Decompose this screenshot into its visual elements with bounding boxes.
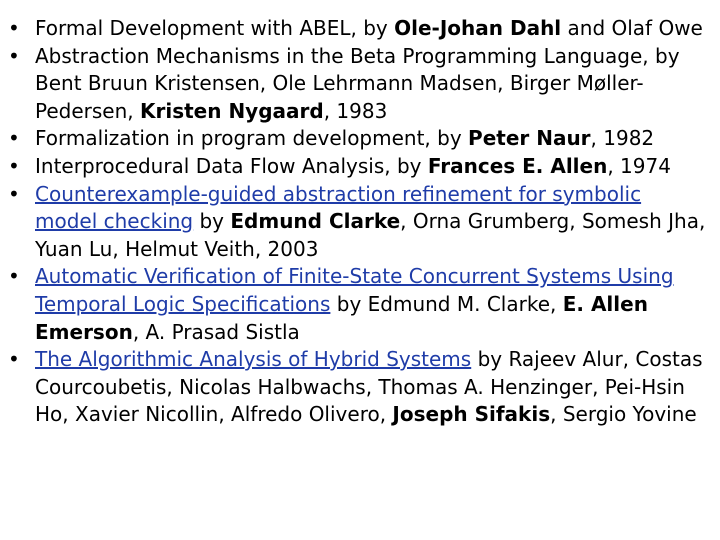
reference-text-segment: , A. Prasad Sistla: [132, 319, 300, 344]
reference-text-segment: by: [193, 209, 231, 234]
reference-text-segment: and Olaf Owe: [561, 16, 703, 40]
reference-text-segment: , 1974: [607, 153, 671, 178]
author-name-bold: Ole-Johan Dahl: [394, 16, 562, 40]
reference-text-segment: , Orna Grumberg, Somesh Jha, Yuan Lu, Helmut Veith, 2003: [35, 209, 706, 261]
reference-text-segment: by Rajeev Alur, Costas Courcoubetis, Nicolas Halbwachs, Thomas A. Henzinger, Pei-Hsin Ho, Xavier Nicollin, Alfredo Olivero,: [35, 347, 703, 427]
reference-title-link[interactable]: Automatic Verification of Finite-State Concurrent Systems Using Temporal Logic Specifications: [35, 264, 674, 316]
reference-item: [8, 346, 708, 429]
author-name-bold: Frances E. Allen: [427, 153, 608, 178]
bullet-icon: •: [8, 153, 20, 178]
bullet-icon: •: [8, 181, 20, 206]
reference-text-segment: , Sergio Yovine: [550, 402, 697, 427]
bullet-icon: •: [8, 347, 20, 372]
reference-item: [8, 43, 708, 126]
reference-title: Formalization in program development, by: [35, 126, 469, 151]
reference-title-link[interactable]: The Algorithmic Analysis of Hybrid Systems: [35, 347, 472, 372]
reference-text-segment: , 1983: [323, 98, 388, 123]
reference-title: Formal Development with ABEL, by: [35, 16, 395, 40]
reference-text: [35, 182, 705, 261]
bullet-icon: •: [8, 264, 20, 289]
author-name-bold: Joseph Sifakis: [392, 402, 551, 427]
reference-text: [35, 264, 674, 343]
reference-text: [35, 126, 654, 150]
bullet-icon: •: [8, 16, 20, 40]
reference-title: Abstraction Mechanisms in the Beta Programming Language, by Bent Bruun Kristensen, Ole Lehrmann Madsen, Birger Møller-Pedersen,: [35, 43, 680, 123]
reference-text-segment: , 1982: [590, 126, 655, 151]
reference-list: [8, 15, 708, 429]
reference-item: [8, 15, 708, 43]
reference-item: [8, 263, 708, 346]
bullet-icon: •: [8, 43, 20, 68]
author-name-bold: Peter Naur: [468, 126, 591, 151]
reference-text: [35, 347, 703, 426]
bullet-icon: •: [8, 126, 20, 151]
reference-title-link[interactable]: Counterexample-guided abstraction refinement for symbolic model checking: [35, 181, 642, 234]
reference-item: [8, 153, 708, 181]
reference-item: [8, 181, 708, 264]
author-name-bold: Kristen Nygaard: [140, 98, 324, 123]
reference-title: Interprocedural Data Flow Analysis, by: [35, 153, 428, 178]
reference-item: [8, 125, 708, 153]
reference-text-segment: by Edmund M. Clarke,: [330, 291, 563, 316]
reference-text: [35, 16, 703, 40]
reference-text: [35, 154, 671, 178]
author-name-bold: E. Allen Emerson: [35, 291, 648, 344]
author-name-bold: Edmund Clarke: [230, 209, 401, 234]
reference-text: [35, 44, 680, 123]
